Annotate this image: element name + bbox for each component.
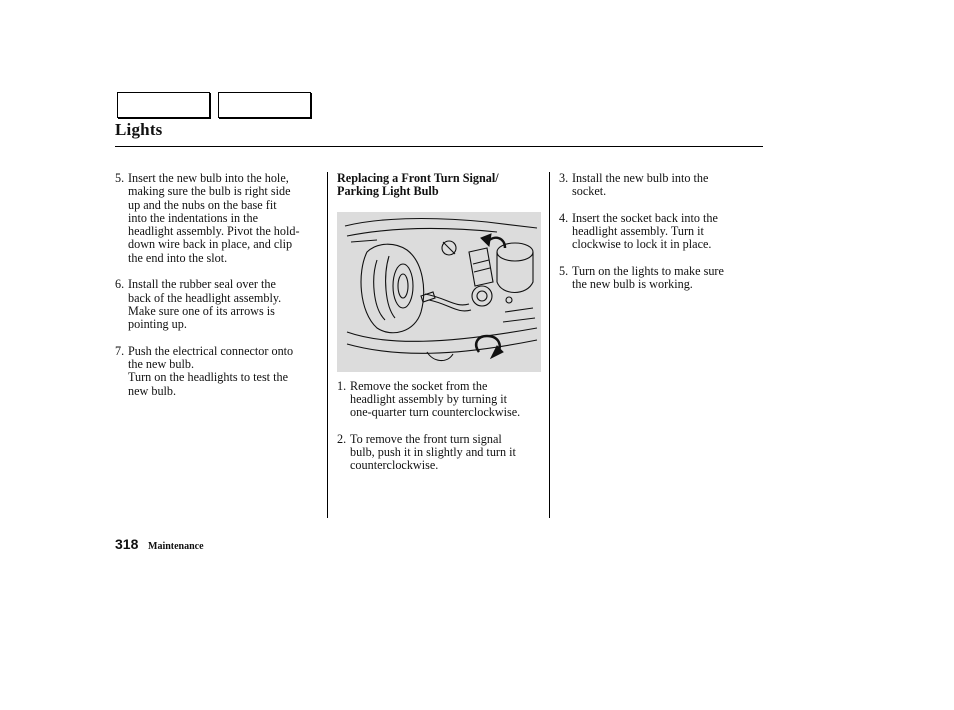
step-text: To remove the front turn signal bulb, push it in slightly and turn it counterclockwise. [350,431,516,473]
turn-signal-bulb-illustration [337,212,541,372]
step-number: 5. [115,171,125,185]
step-item [559,172,755,199]
page-title: Lights [115,120,163,139]
step-number: 5. [559,264,569,279]
page-number: 318 [115,536,139,552]
step-item [559,212,755,252]
step-item [337,433,543,473]
column-divider-1 [327,172,328,518]
step-number: 3. [559,171,569,185]
section-heading: Replacing a Front Turn Signal/ Parking Light Bulb [337,171,499,199]
column-2 [337,172,543,486]
step-text: Install the new bulb into the socket. [572,171,709,199]
engine-bay-drawing-icon [337,212,541,372]
step-item [115,278,323,331]
step-item [115,345,323,398]
step-number: 1. [337,378,347,393]
step-text: Insert the socket back into the headlight assembly. Turn it clockwise to lock it in place. [572,210,718,252]
nav-tab-box-2[interactable] [218,92,311,118]
step-item [559,265,755,292]
step-number: 7. [115,343,125,358]
column-1 [115,172,323,411]
step-text: Turn on the lights to make sure the new bulb is working. [572,264,724,292]
section-name: Maintenance [148,541,204,552]
step-text: Remove the socket from the headlight assembly by turning it one-quarter turn counterclockwise. [350,378,521,420]
step-text: Install the rubber seal over the back of the headlight assembly. Make sure one of its arrows is pointing up. [128,277,282,332]
nav-tab-box-1[interactable] [117,92,210,118]
step-item [337,380,543,420]
step-number: 2. [337,431,347,446]
step-number: 6. [115,277,125,292]
step-text: Push the electrical connector onto the new bulb. Turn on the headlights to test the new bulb. [128,343,294,398]
step-text: Insert the new bulb into the hole, making sure the bulb is right side up and the nubs on the base fit into the indentations in the headlight assembly. Pivot the hold- down wire back in place, and clip the end into the slot. [128,171,300,265]
step-item [115,172,323,265]
step-number: 4. [559,210,569,225]
title-divider [115,146,763,147]
column-divider-2 [549,172,550,518]
column-3 [559,172,755,305]
